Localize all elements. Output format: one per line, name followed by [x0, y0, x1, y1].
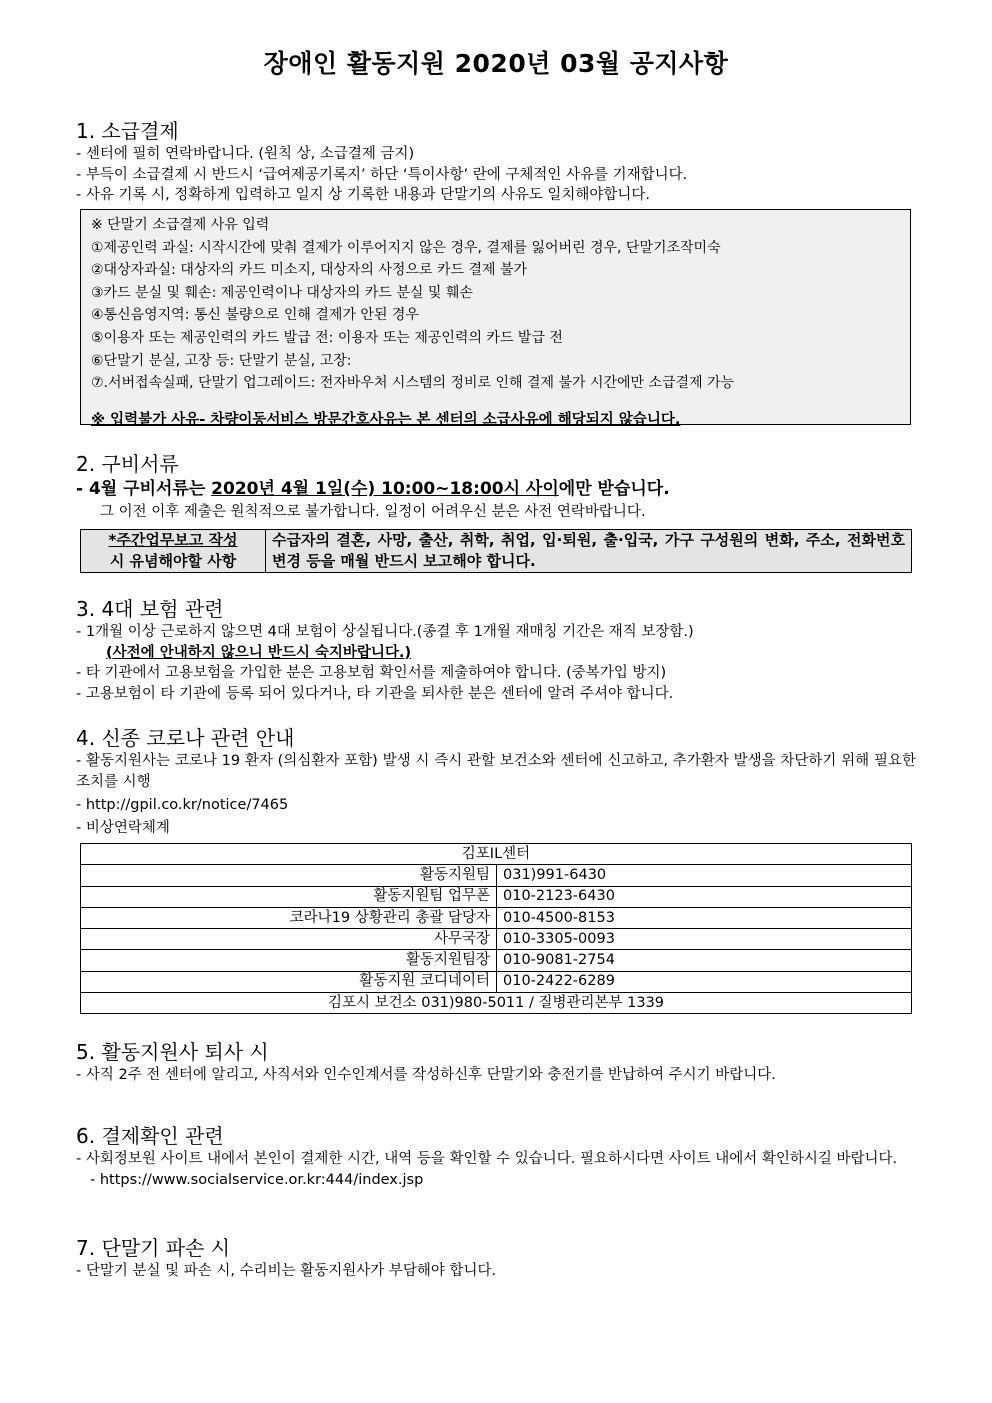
box-note-mark: ※: [91, 412, 106, 429]
contact-phone: 010-2123-6430: [497, 886, 912, 907]
table-row: [81, 886, 912, 907]
contact-table-title: 김포IL센터: [81, 844, 912, 865]
section-3: [76, 596, 916, 704]
section-1-line: - 센터에 필히 연락바랍니다. (원칙 상, 소급결제 금지): [76, 146, 415, 162]
section-4-paragraph: - 활동지원사는 코로나 19 환자 (의심환자 포함) 발생 시 즉시 관할 보건소와 센터에 신고하고, 추가환자 발생을 차단하기 위해 필요한 조치를 시행: [76, 753, 916, 790]
section-3-line: - 고용보험이 타 기관에 등록 되어 있다거나, 타 기관을 퇴사한 분은 센터에 알려 주셔야 합니다.: [76, 685, 674, 702]
deadline-prefix: - 4월 구비서류는: [76, 479, 212, 499]
box-item: ②대상자과실: 대상자의 카드 미소지, 대상자의 사정으로 카드 결제 불가: [91, 262, 527, 279]
contact-role: 활동지원 코디네이터: [81, 971, 497, 992]
box-item: ③카드 분실 및 훼손: 제공인력이나 대상자의 카드 분실 및 훼손: [91, 284, 473, 301]
weekly-report-notice-table: [80, 529, 912, 573]
section-6-heading: 6. 결제확인 관련: [76, 1124, 224, 1148]
section-2-line: 그 이전 이후 제출은 원칙적으로 불가합니다. 일정이 어려우신 분은 사전 연락바랍니다.: [100, 504, 646, 520]
box-note: [91, 409, 900, 431]
notice-label-line: *주간업무보고 작성: [108, 531, 238, 549]
box-header: ※ 단말기 소급결제 사유 입력: [91, 217, 270, 233]
section-1-heading: 1. 소급결제: [76, 119, 179, 143]
box-item: ⑥단말기 분실, 고장 등: 단말기 분실, 고장:: [91, 352, 352, 369]
table-row: [81, 971, 912, 992]
section-2: [76, 451, 916, 523]
deadline-date: 2020년 4월 1일(수) 10:00~18:00시 사이: [211, 479, 559, 499]
section-1: [76, 118, 916, 206]
contact-phone: 010-3305-0093: [497, 929, 912, 950]
notice-link[interactable]: - http://gpil.co.kr/notice/7465: [76, 797, 289, 813]
table-row: [81, 993, 912, 1014]
contact-phone: 010-4500-8153: [497, 907, 912, 928]
box-item: ⑦.서버접속실패, 단말기 업그레이드: 전자바우처 시스템의 정비로 인해 결제 불가 시간에만 소급결제 가능: [91, 375, 735, 392]
section-5: [76, 1039, 916, 1086]
emergency-contact-table: [80, 843, 912, 1014]
notice-label-line: 시 유념해야할 사항: [109, 552, 237, 570]
contact-phone: 010-9081-2754: [497, 950, 912, 971]
page-title: 장애인 활동지원 2020년 03월 공지사항: [263, 49, 729, 78]
contact-phone: 010-2422-6289: [497, 971, 912, 992]
retro-payment-reason-box: [80, 209, 911, 429]
table-row: [81, 907, 912, 928]
deadline-suffix: 에만 받습니다.: [558, 479, 670, 499]
notice-table-content: 수급자의 결혼, 사망, 출산, 취학, 취업, 입·퇴원, 출·입국, 가구 구성원의 변화, 주소, 전화번호 변경 등을 매월 반드시 보고해야 합니다.: [266, 530, 912, 573]
table-row: [81, 929, 912, 950]
contact-role: 코라나19 상황관리 총괄 담당자: [81, 907, 497, 928]
section-5-heading: 5. 활동지원사 퇴사 시: [76, 1040, 269, 1064]
section-2-deadline: [76, 477, 916, 502]
table-row: [81, 950, 912, 971]
contact-table-footer: 김포시 보건소 031)980-5011 / 질병관리본부 1339: [81, 993, 912, 1014]
contact-role: 사무국장: [81, 929, 497, 950]
socialservice-link[interactable]: - https://www.socialservice.or.kr:444/index.jsp: [90, 1171, 424, 1188]
section-3-heading: 3. 4대 보험 관련: [76, 597, 224, 621]
section-7-heading: 7. 단말기 파손 시: [76, 1236, 231, 1260]
section-4-heading: 4. 신종 코로나 관련 안내: [76, 726, 295, 750]
contact-role: 활동지원팀장: [81, 950, 497, 971]
section-7-line: - 단말기 분실 및 파손 시, 수리비는 활동지원사가 부담해야 합니다.: [76, 1263, 497, 1279]
box-note-text: 입력불가 사유- 차량이동서비스 방문간호사유는 본 센터의 소급사유에 해당되지 않습니다.: [110, 412, 681, 429]
contact-role: 활동지원팀 업무폰: [81, 886, 497, 907]
section-7: [76, 1235, 916, 1282]
section-1-line: - 사유 기록 시, 정확하게 입력하고 일지 상 기록한 내용과 단말기의 사유도 일치해야합니다.: [76, 187, 651, 203]
section-6-paragraph: - 사회정보원 사이트 내에서 본인이 결제한 시간, 내역 등을 확인할 수 있습니다. 필요하시다면 사이트 내에서 확인하시길 바랍니다.: [76, 1151, 898, 1167]
section-3-line: - 타 기관에서 고용보험을 가입한 분은 고용보험 확인서를 제출하여야 합니다. (중복가입 방지): [76, 665, 667, 681]
notice-table-label: [81, 530, 266, 573]
table-row: [81, 844, 912, 865]
table-row: [81, 865, 912, 886]
contact-role: 활동지원팀: [81, 865, 497, 886]
section-3-emphasis: (사전에 안내하지 않으니 반드시 숙지바랍니다.): [106, 644, 412, 661]
section-6: [76, 1123, 916, 1190]
box-item: ①제공인력 과실: 시작시간에 맞춰 결제가 이루어지지 않은 경우, 결제를 잃어버린 경우, 단말기조작미숙: [91, 239, 721, 256]
box-item: ④통신음영지역: 통신 불량으로 인해 결제가 안된 경우: [91, 307, 419, 324]
section-3-line: - 1개월 이상 근로하지 않으면 4대 보험이 상실됩니다.(종결 후 1개월 재매칭 기간은 재직 보장함.): [76, 624, 694, 640]
section-1-line: - 부득이 소급결제 시 반드시 ‘급여제공기록지’ 하단 ‘특이사항’ 란에 구체적인 사유를 기재합니다.: [76, 166, 688, 183]
contact-phone: 031)991-6430: [497, 865, 912, 886]
contact-label: - 비상연락체계: [76, 819, 170, 836]
box-item: ⑤이용자 또는 제공인력의 카드 발급 전: 이용자 또는 제공인력의 카드 발급 전: [91, 329, 563, 346]
section-4: [76, 725, 916, 838]
section-2-heading: 2. 구비서류: [76, 452, 179, 476]
section-5-paragraph: - 사직 2주 전 센터에 알리고, 사직서와 인수인계서를 작성하신후 단말기와 충전기를 반납하여 주시기 바랍니다.: [76, 1067, 776, 1083]
